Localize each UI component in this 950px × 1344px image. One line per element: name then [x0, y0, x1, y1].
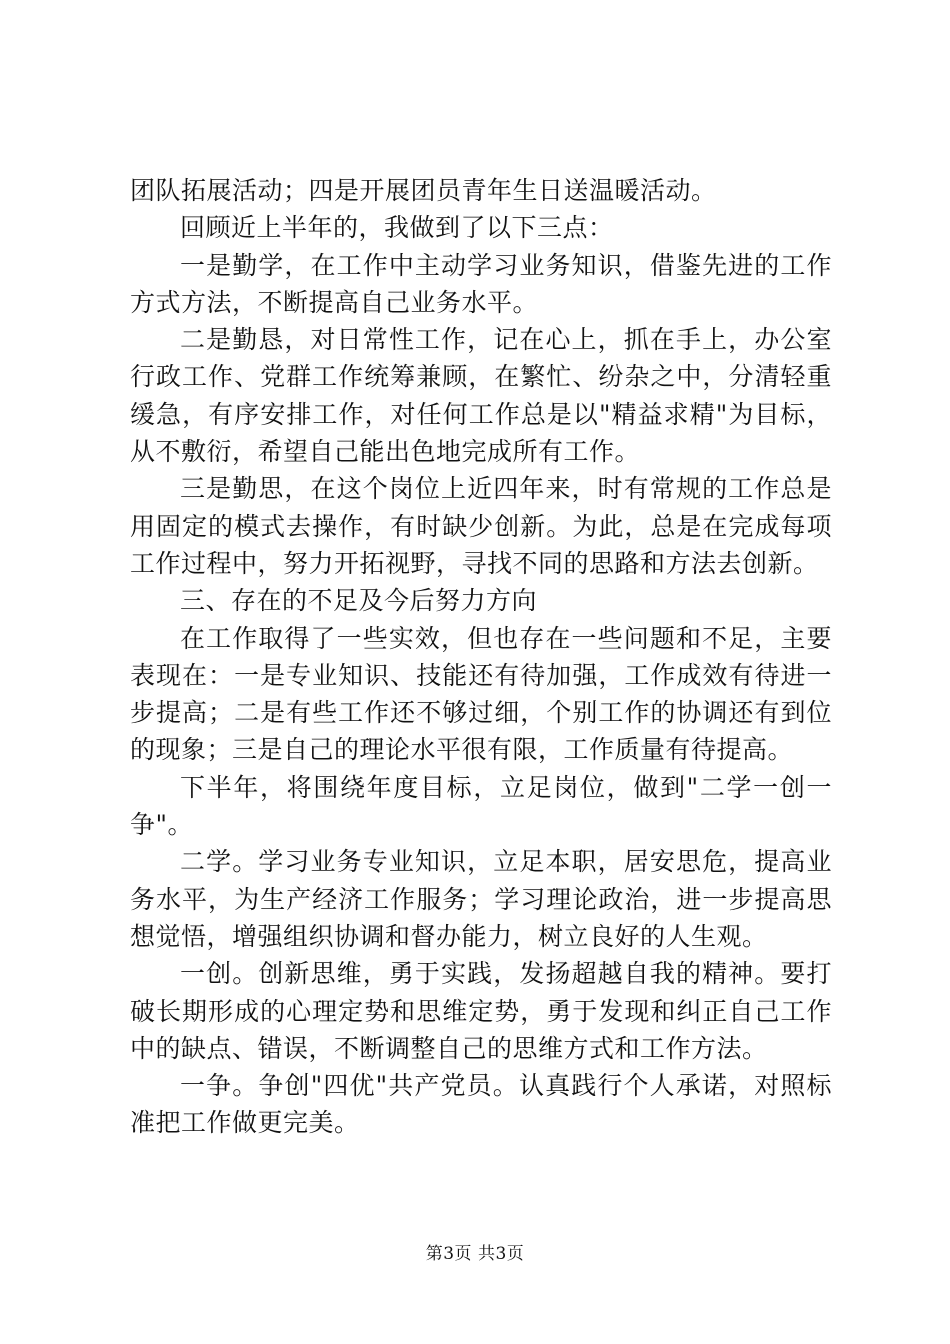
- document-body: [130, 172, 832, 1142]
- paragraph-8: 下半年，将围绕年度目标，立足岗位，做到"二学一创一争"。: [130, 772, 832, 840]
- paragraph-3: 一是勤学，在工作中主动学习业务知识，借鉴先进的工作方式方法，不断提高自己业务水平。: [130, 250, 832, 317]
- paragraph-11: 一争。争创"四优"共产党员。认真践行个人承诺，对照标准把工作做更完美。: [130, 1071, 832, 1138]
- paragraph-9: 二学。学习业务专业知识，立足本职，居安思危，提高业务水平，为生产经济工作服务；学习理论政治，进一步提高思想觉悟，增强组织协调和督办能力，树立良好的人生观。: [130, 847, 832, 951]
- paragraph-5: 三是勤思，在这个岗位上近四年来，时有常规的工作总是用固定的模式去操作，有时缺少创新。为此，总是在完成每项工作过程中，努力开拓视野，寻找不同的思路和方法去创新。: [130, 474, 832, 578]
- paragraph-10: 一创。创新思维，勇于实践，发扬超越自我的精神。要打破长期形成的心理定势和思维定势，勇于发现和纠正自己工作中的缺点、错误，不断调整自己的思维方式和工作方法。: [130, 959, 832, 1063]
- paragraph-7: 在工作取得了一些实效，但也存在一些问题和不足，主要表现在：一是专业知识、技能还有待加强，工作成效有待进一步提高；二是有些工作还不够过细，个别工作的协调还有到位的现象；三是自己的理论水平很有限，工作质量有待提高。: [130, 623, 832, 765]
- paragraph-4: 二是勤恳，对日常性工作，记在心上，抓在手上，办公室行政工作、党群工作统筹兼顾，在繁忙、纷杂之中，分清轻重缓急，有序安排工作，对任何工作总是以"精益求精"为目标，从不敷衍，希望自己能出色地完成所有工作。: [130, 325, 832, 467]
- page-footer: 第3页 共3页: [425, 1244, 525, 1264]
- section-heading: 三、存在的不足及今后努力方向: [180, 586, 538, 616]
- paragraph-1: 团队拓展活动；四是开展团员青年生日送温暖活动。: [130, 176, 717, 205]
- paragraph-2: 回顾近上半年的，我做到了以下三点：: [180, 213, 614, 243]
